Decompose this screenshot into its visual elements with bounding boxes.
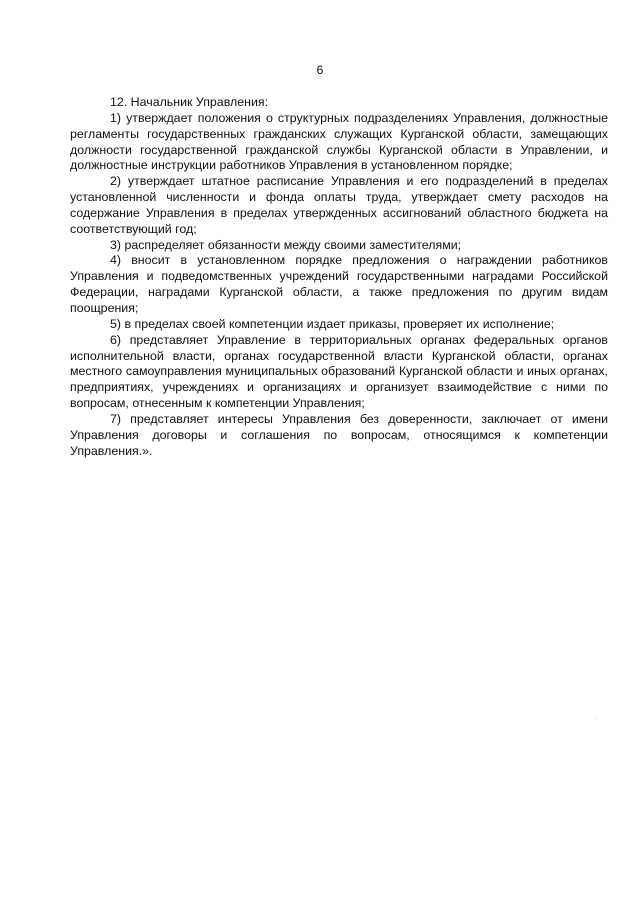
paragraph-item-6: 6) представляет Управление в территориальных органах федеральных органов исполнительной власти, органах государственной власти Курганской области, органах местного самоуправления муниципальных образований Курганской области и иных органах, предприятиях, учреждениях и организациях и организует взаимодействие с ними по вопросам, отнесенным к компетенции Управления; [70,332,608,411]
paragraph-item-3: 3) распределяет обязанности между своими заместителями; [110,237,462,252]
paragraph-item-1: 1) утверждает положения о структурных подразделениях Управления, должностные регламенты государственных гражданских служащих Курганской области, замещающих должности государственной гражданской службы Курганской области в Управлении, и должностные инструкции работников Управления в установленном порядке; [70,110,608,173]
document-body [70,95,608,459]
paragraph-item-7: 7) представляет интересы Управления без доверенности, заключает от имени Управления договоры и соглашения по вопросам, относящимся к компетенции Управления.». [70,411,608,458]
section-heading: 12. Начальник Управления: [110,95,269,109]
paragraph-item-5: 5) в пределах своей компетенции издает приказы, проверяет их исполнение; [110,316,555,331]
page-number: 6 [316,63,324,77]
scan-speck [596,718,597,719]
paragraph-item-2: 2) утверждает штатное расписание Управления и его подразделений в пределах установленной численности и фонда оплаты труда, утверждает смету расходов на содержание Управления в пределах утвержденных ассигнований областного бюджета на соответствующий год; [70,174,608,236]
paragraph-item-4: 4) вносит в установленном порядке предложения о награждении работников Управления и подведомственных учреждений государственными наградами Российской Федерации, наградами Курганской области, а также предложения по другим видам поощрения; [70,253,608,315]
